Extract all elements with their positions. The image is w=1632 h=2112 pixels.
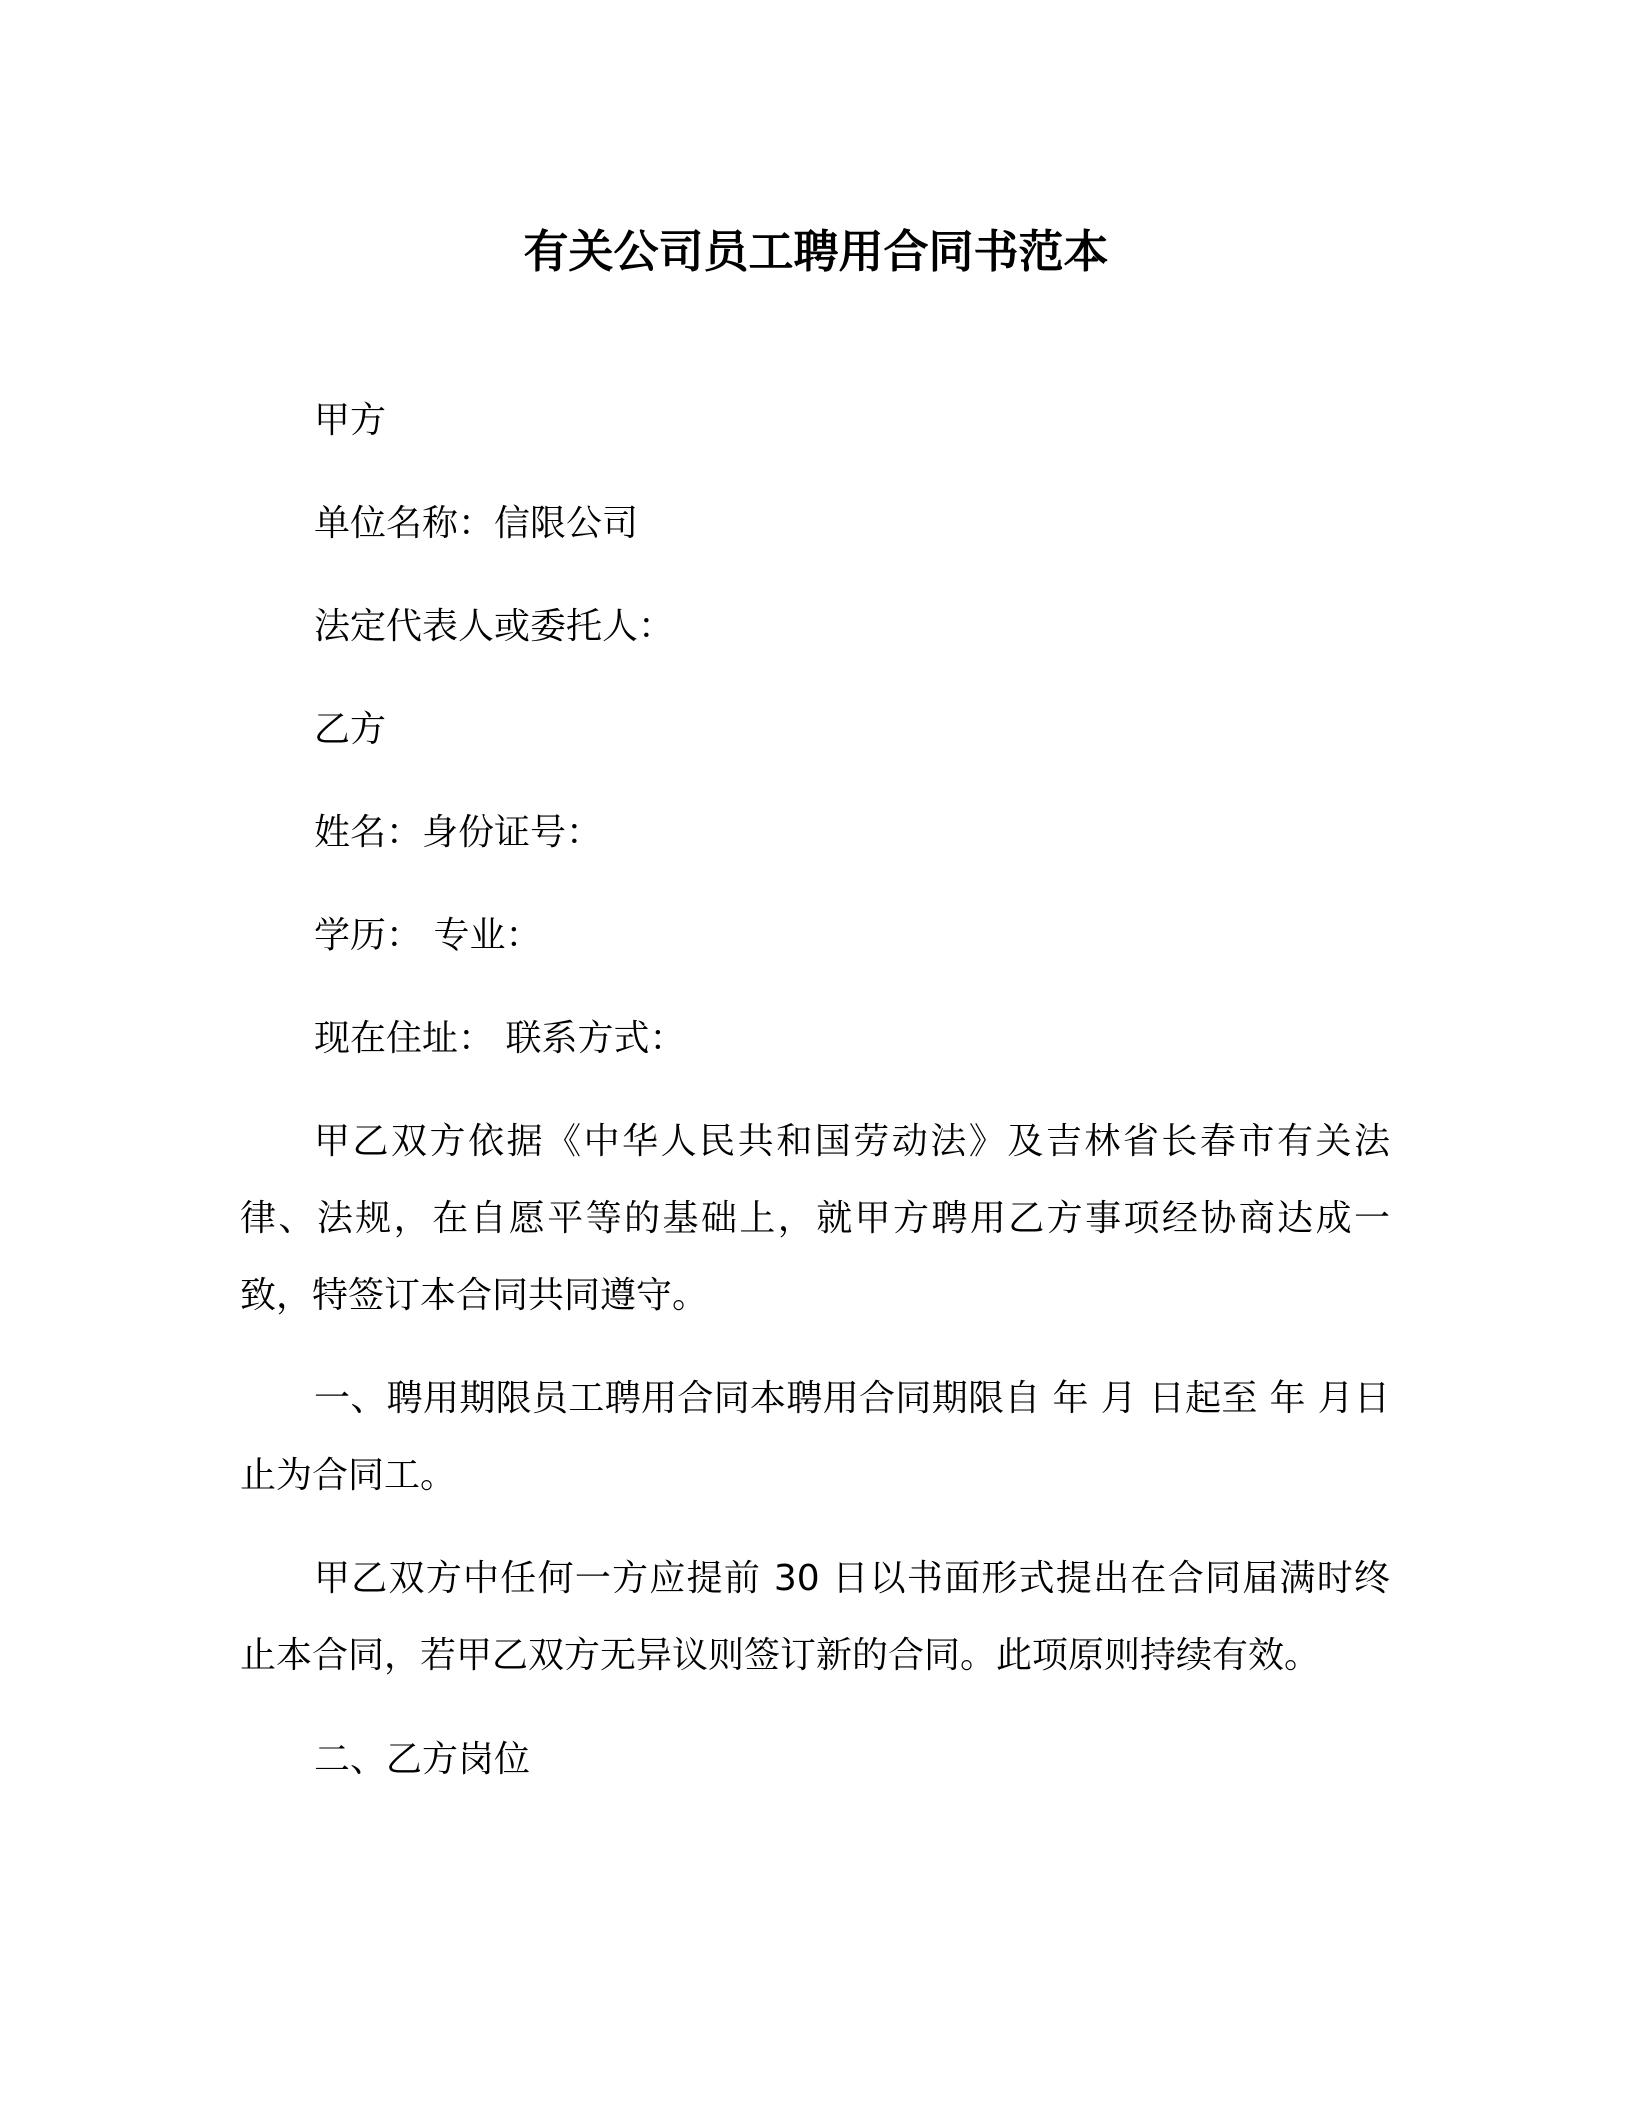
education-major-line: 学历： 专业： [314, 915, 542, 956]
section-2-position: 二、乙方岗位 [314, 1739, 531, 1780]
party-a-heading: 甲方 [314, 400, 387, 441]
name-id-line: 姓名：身份证号： [314, 812, 603, 853]
intro-paragraph: 甲乙双方依据《中华人民共和国劳动法》及吉林省长春市有关法律、法规，在自愿平等的基础上，就甲方聘用乙方事项经协商达成一致，特签订本合同共同遵守。 [240, 1121, 1390, 1316]
legal-representative-line: 法定代表人或委托人： [314, 606, 675, 647]
unit-name-line: 单位名称：信限公司 [314, 503, 639, 544]
party-b-heading: 乙方 [314, 709, 387, 750]
address-contact-line: 现在住址： 联系方式： [314, 1018, 686, 1059]
renewal-paragraph: 甲乙双方中任何一方应提前 30 日以书面形式提出在合同届满时终止本合同，若甲乙双方无异议则签订新的合同。此项原则持续有效。 [240, 1558, 1390, 1676]
section-1-term: 一、聘用期限员工聘用合同本聘用合同期限自 年 月 日起至 年 月日止为合同工。 [240, 1378, 1390, 1496]
document-title: 有关公司员工聘用合同书范本 [523, 225, 1109, 278]
